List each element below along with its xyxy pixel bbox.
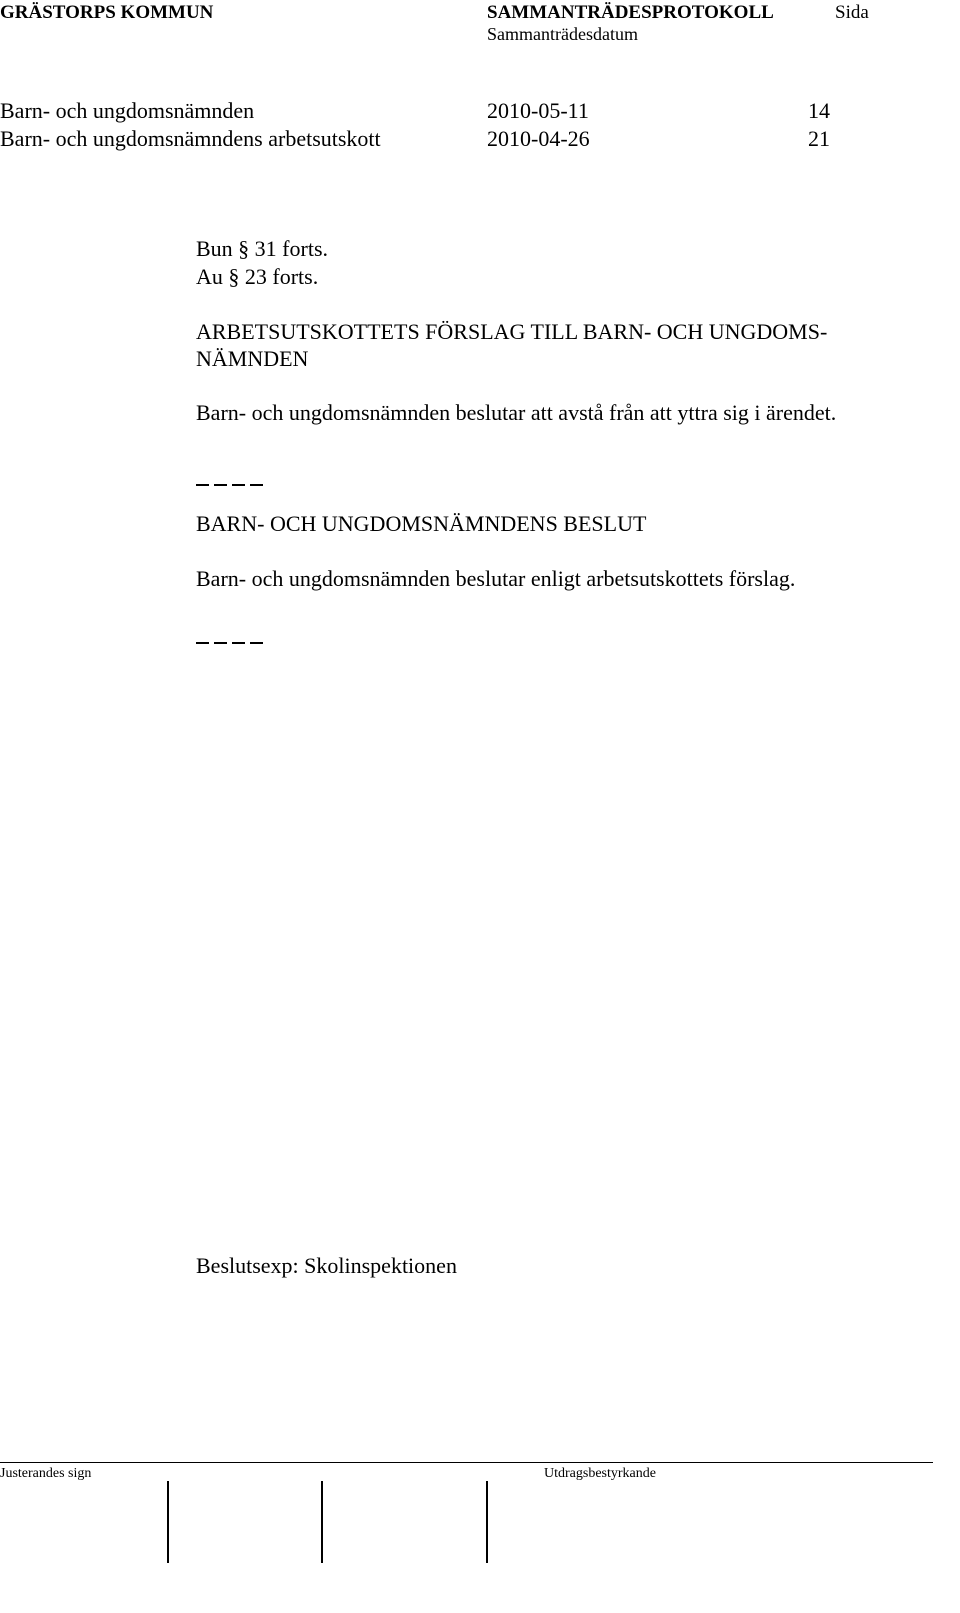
meeting-body: Barn- och ungdomsnämnden <box>0 98 255 123</box>
meeting-body: Barn- och ungdomsnämndens arbetsutskott <box>0 126 381 151</box>
organization-name: GRÄSTORPS KOMMUN <box>0 2 214 23</box>
footer-left-label: Justerandes sign <box>0 1466 92 1481</box>
dispatch-note: Beslutsexp: Skolinspektionen <box>196 1253 457 1278</box>
meeting-page: 14 <box>808 98 830 123</box>
proposal-text: Barn- och ungdomsnämnden beslutar att avstå från att yttra sig i ärendet. <box>196 400 837 425</box>
reference-bun: Bun § 31 forts. <box>196 236 328 261</box>
footer-divider <box>0 1462 933 1463</box>
decision-heading: BARN- OCH UNGDOMSNÄMNDENS BESLUT <box>196 511 647 536</box>
proposal-heading-line2: NÄMNDEN <box>196 346 309 371</box>
reference-au: Au § 23 forts. <box>196 264 319 289</box>
signature-divider <box>167 1481 169 1563</box>
meeting-date: 2010-04-26 <box>487 126 590 151</box>
proposal-heading-line1: ARBETSUTSKOTTETS FÖRSLAG TILL BARN- OCH UNGDOMS- <box>196 319 828 344</box>
page-label: Sida <box>835 2 869 23</box>
meeting-page: 21 <box>808 126 830 151</box>
signature-divider <box>321 1481 323 1563</box>
meeting-date: 2010-05-11 <box>487 98 589 123</box>
footer-right-label: Utdragsbestyrkande <box>544 1466 656 1481</box>
document-type: SAMMANTRÄDESPROTOKOLL <box>487 2 774 23</box>
date-label: Sammanträdesdatum <box>487 24 638 44</box>
decision-text: Barn- och ungdomsnämnden beslutar enligt arbetsutskottets förslag. <box>196 566 796 591</box>
signature-divider <box>486 1481 488 1563</box>
